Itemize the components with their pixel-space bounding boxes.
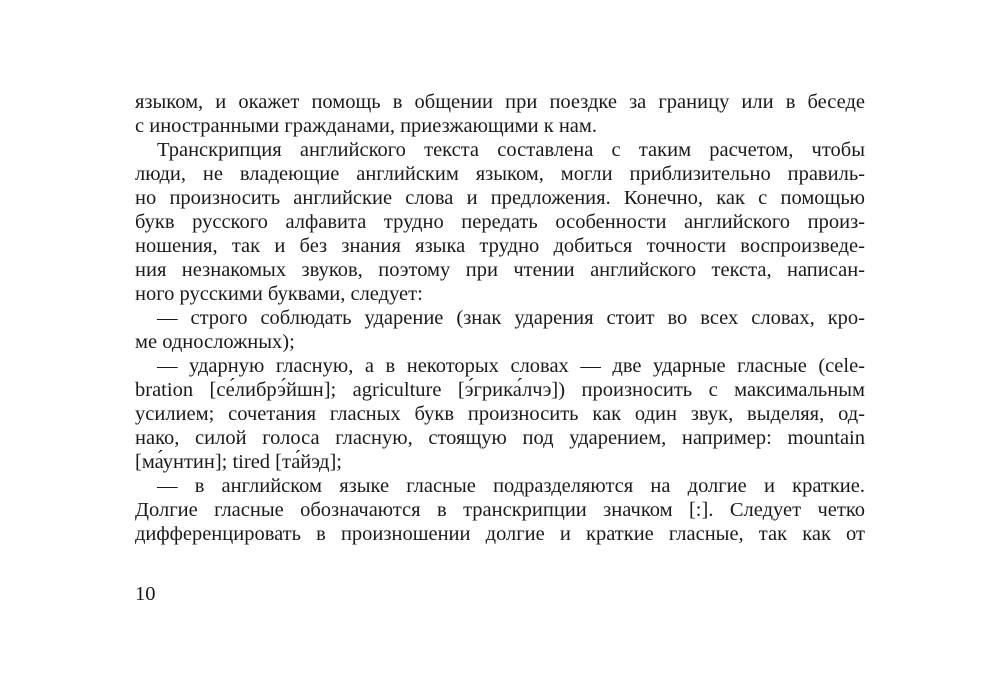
text-line: нако, силой голоса гласную, стоящую под ударением, например: mountain bbox=[135, 427, 865, 449]
text-line: дифференцировать в произношении долгие и краткие гласные, так как от bbox=[135, 523, 865, 545]
text-line: — ударную гласную, а в некоторых словах — две ударные гласные (cele- bbox=[157, 355, 865, 377]
text-line: ме односложных); bbox=[135, 331, 295, 353]
text-line: — в английском языке гласные подразделяются на долгие и краткие. bbox=[157, 475, 865, 497]
text-line: Транскрипция английского текста составлена с таким расчетом, чтобы bbox=[157, 139, 865, 161]
text-line: bration [се́либрэ́йшн]; agriculture [э́грика́лчэ]) произносить с максимальным bbox=[135, 379, 865, 401]
text-line: ния незнакомых звуков, поэтому при чтении английского текста, написан- bbox=[135, 259, 865, 281]
text-line: ношения, так и без знания языка трудно добиться точности воспроизведе- bbox=[135, 235, 865, 257]
text-line: усилием; сочетания гласных букв произносить как один звук, выделяя, од- bbox=[135, 403, 865, 425]
text-line: Долгие гласные обозначаются в транскрипции значком [:]. Следует четко bbox=[135, 499, 865, 521]
text-line: языком, и окажет помощь в общении при поездке за границу или в беседе bbox=[135, 91, 865, 113]
text-line: с иностранными гражданами, приезжающими к нам. bbox=[135, 115, 598, 137]
text-line: люди, не владеющие английским языком, могли приблизительно правиль- bbox=[135, 163, 865, 185]
page-number: 10 bbox=[135, 583, 156, 605]
text-line: — строго соблюдать ударение (знак ударения стоит во всех словах, кро- bbox=[157, 307, 865, 329]
text-line: но произносить английские слова и предложения. Конечно, как с помощью bbox=[135, 187, 865, 209]
text-line: ного русскими буквами, следует: bbox=[135, 283, 423, 305]
text-line: букв русского алфавита трудно передать особенности английского произ- bbox=[135, 211, 865, 233]
text-line: [ма́унтин]; tired [та́йэд]; bbox=[135, 451, 342, 473]
